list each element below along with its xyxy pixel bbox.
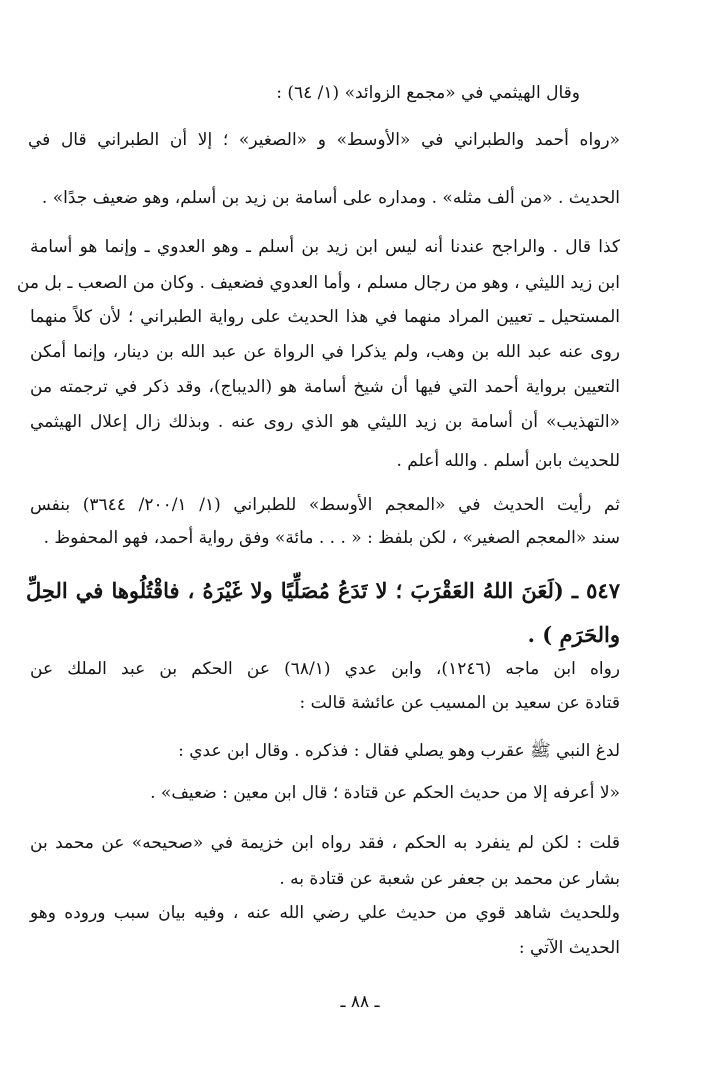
text-line: قتادة عن سعيد بن المسيب عن عائشة قالت : <box>299 693 620 713</box>
text-line: وللحديث شاهد قوي من حديث علي رضي الله عنه ، وفيه بيان سبب وروده وهو <box>30 903 620 923</box>
text-line: ثم رأيت الحديث في «المعجم الأوسط» للطبراني (١/ ٢٠٠/١/ ٣٦٤٤) بنفس <box>30 495 620 515</box>
text-line: كذا قال . والراجح عندنا أنه ليس ابن زيد بن أسلم ـ وهو العدوي ـ وإنما هو أسامة <box>30 237 620 257</box>
text-line: ابن زيد الليثي ، وهو من رجال مسلم ، وأما العدوي فضعيف . وكان من الصعب ـ بل من <box>16 273 620 293</box>
text-line: بشار عن محمد بن جعفر عن شعبة عن قتادة به . <box>279 869 620 889</box>
hadith-heading: والحَرَمِ ) . <box>527 622 620 647</box>
text-line: رواه ابن ماجه (١٢٤٦)، وابن عدي (٦٨/١) عن الحكم بن عبد الملك عن <box>30 659 620 679</box>
text-line: الحديث . «من ألف مثله» . ومداره على أسامة بن زيد بن أسلم، وهو ضعيف جدًا» . <box>41 188 620 208</box>
text-line: المستحيل ـ تعيين المراد منهما في هذا الحديث على رواية الطبراني ؛ لأن كلاً منهما <box>30 307 620 327</box>
text-line: «التهذيب» أن أسامة بن زيد الليثي هو الذي روى عنه . وبذلك زال إعلال الهيثمي <box>30 412 620 432</box>
text-line: الحديث الآتي : <box>518 938 620 958</box>
hadith-heading: ٥٤٧ ـ (لَعَنَ اللهُ العَقْرَبَ ؛ لا تَدَعُ مُصَلِّيًا ولا غَيْرَهُ ، فاقْتُلُوها في الحِلِّ <box>26 578 620 603</box>
text-line: التعيين برواية أحمد التي فيها أن شيخ أسامة هو (الديباج)، وقد ذكر في ترجمته من <box>30 377 620 397</box>
text-line: لدغ النبي ﷺ عقرب وهو يصلي فقال : فذكره . وقال ابن عدي : <box>178 741 620 761</box>
text-line: قلت : لكن لم ينفرد به الحكم ، فقد رواه ابن خزيمة في «صحيحه» عن محمد بن <box>30 833 620 853</box>
quote-line: «لا أعرفه إلا من حديث الحكم عن قتادة ؛ قال ابن معين : ضعيف» . <box>150 783 620 803</box>
text-line: وقال الهيثمي في «مجمع الزوائد» (١/ ٦٤) : <box>276 83 580 103</box>
text-line: «رواه أحمد والطبراني في «الأوسط» و «الصغير» ؛ إلا أن الطبراني قال في <box>28 130 620 150</box>
text-line: للحديث بابن أسلم . والله أعلم . <box>396 451 620 471</box>
text-line: سند «المعجم الصغير» ، لكن بلفظ : « . . . مائة» وفق رواية أحمد، فهو المحفوظ . <box>43 528 620 548</box>
page-number: ـ ٨٨ ـ <box>340 992 380 1012</box>
text-line: روى عنه عبد الله بن وهب، ولم يذكرا في الرواة عن عبد الله بن دينار، وإنما أمكن <box>30 342 620 362</box>
